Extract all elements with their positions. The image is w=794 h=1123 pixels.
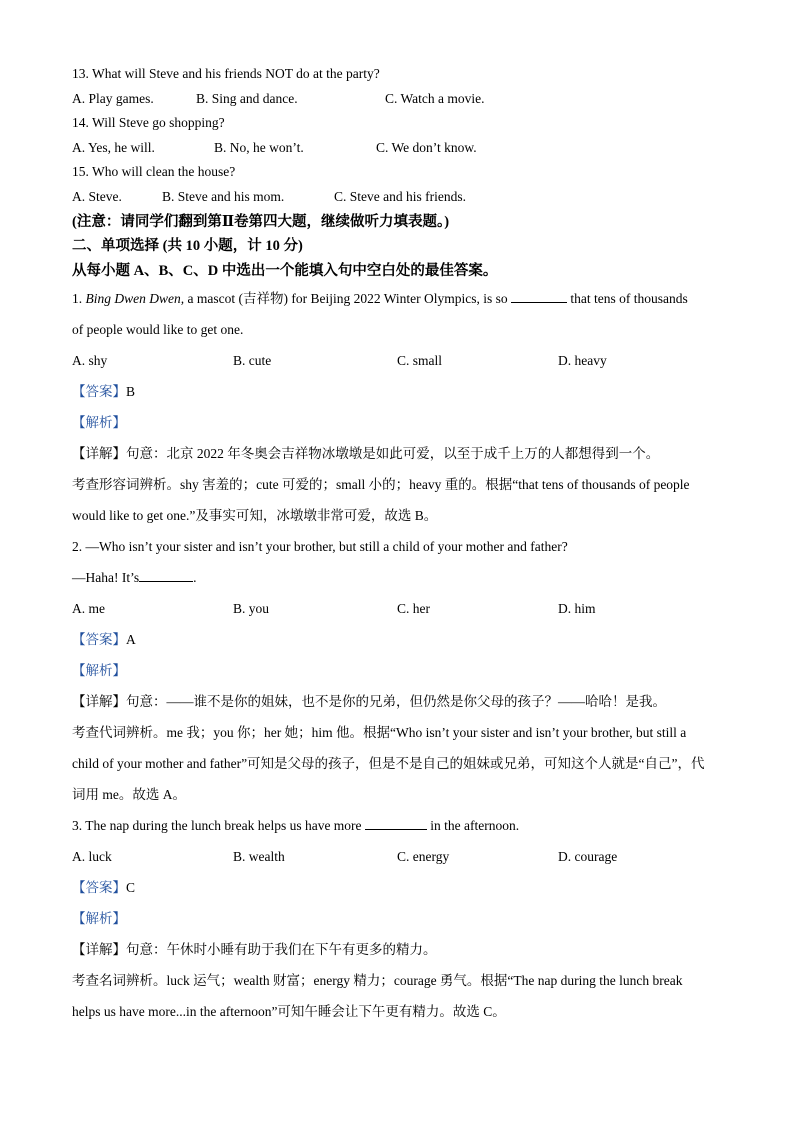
q1-blank — [511, 288, 567, 303]
q15-option-a: A. Steve. — [72, 188, 122, 204]
listening-notice: (注意：请同学们翻到第Ⅱ卷第四大题，继续做听力填表题。) — [72, 213, 450, 230]
q2-stem-line1: 2. —Who isn’t your sister and isn’t your brother, but still a child of your mother and father? — [72, 539, 568, 555]
q1-detail-line1: 【详解】句意：北京 2022 年冬奥会吉祥物冰墩墩是如此可爱，以至于成千上万的人都想得到一个。 — [72, 446, 660, 462]
q2-blank — [139, 567, 193, 582]
q1-option-b: B. cute — [233, 353, 272, 369]
q3-options — [72, 841, 722, 872]
q2-answer: 【答案】A — [72, 632, 136, 648]
q3-option-c: C. energy — [397, 849, 450, 865]
q1-answer: 【答案】B — [72, 384, 136, 400]
q1-stem-line1: 1. Bing Dwen Dwen, a mascot (吉祥物) for Beijing 2022 Winter Olympics, is so that tens of thousands — [72, 283, 722, 314]
q2-option-d: D. him — [558, 601, 596, 617]
q3-detail-line1: 【详解】句意：午休时小睡有助于我们在下午有更多的精力。 — [72, 942, 437, 958]
section-instruction: 从每小题 A、B、C、D 中选出一个能填入句中空白处的最佳答案。 — [72, 262, 498, 279]
q3-detail-line2: 考查名词辨析。luck 运气；wealth 财富；energy 精力；courage 勇气。根据“The nap during the lunch break — [72, 973, 683, 989]
q1-stem-line2: of people would like to get one. — [72, 322, 244, 338]
q2-detail-line1: 【详解】句意：——谁不是你的姐妹，也不是你的兄弟，但仍然是你父母的孩子？——哈哈！是我。 — [72, 694, 666, 710]
q14-options — [72, 136, 722, 161]
q2-detail-line2: 考查代词辨析。me 我；you 你；her 她；him 他。根据“Who isn’t your sister and isn’t your brother, but still a — [72, 725, 687, 741]
q1-option-a: A. shy — [72, 353, 108, 369]
q14-stem: 14. Will Steve go shopping? — [72, 115, 225, 131]
q15-option-c: C. Steve and his friends. — [334, 188, 466, 204]
q1-detail-line2: 考查形容词辨析。shy 害羞的；cute 可爱的；small 小的；heavy 重的。根据“that tens of thousands of people — [72, 477, 690, 493]
q2-stem-line2: —Haha! It’s . — [72, 562, 722, 593]
q15-options — [72, 185, 722, 210]
q13-options — [72, 87, 722, 112]
q15-stem: 15. Who will clean the house? — [72, 164, 236, 180]
q1-options — [72, 345, 722, 376]
q1-analysis-label: 【解析】 — [72, 415, 126, 431]
q2-detail-line3: child of your mother and father”可知是父母的孩子，但是不是自己的姐妹或兄弟，可知这个人就是“自己”，代 — [72, 756, 705, 772]
document-page — [72, 62, 722, 1027]
q2-detail-line4: 词用 me。故选 A。 — [72, 787, 186, 803]
q1-detail-line3: would like to get one.”及事实可知，冰墩墩非常可爱，故选 B。 — [72, 508, 438, 524]
q2-option-b: B. you — [233, 601, 270, 617]
q14-option-a: A. Yes, he will. — [72, 139, 155, 155]
q3-analysis-label: 【解析】 — [72, 911, 126, 927]
q13-option-a: A. Play games. — [72, 90, 154, 106]
q13-stem: 13. What will Steve and his friends NOT do at the party? — [72, 66, 380, 81]
q3-option-d: D. courage — [558, 849, 618, 865]
q3-option-a: A. luck — [72, 849, 112, 865]
q2-options — [72, 593, 722, 624]
section-title: 二、单项选择 (共 10 小题，计 10 分) — [72, 238, 303, 255]
q2-option-c: C. her — [397, 601, 430, 617]
q3-stem-line1: 3. The nap during the lunch break helps us have more in the afternoon. — [72, 810, 722, 841]
q1-option-c: C. small — [397, 353, 443, 369]
q3-detail-line3: helps us have more...in the afternoon”可知午睡会让下午更有精力。故选 C。 — [72, 1004, 506, 1020]
q13-option-b: B. Sing and dance. — [196, 90, 298, 106]
q14-option-c: C. We don’t know. — [376, 139, 477, 155]
q3-blank — [365, 815, 427, 830]
q2-option-a: A. me — [72, 601, 105, 617]
q3-answer: 【答案】C — [72, 880, 136, 896]
q1-option-d: D. heavy — [558, 353, 607, 369]
q3-option-b: B. wealth — [233, 849, 285, 865]
q1-italic-name: Bing Dwen Dwen, — [85, 291, 185, 307]
q14-option-b: B. No, he won’t. — [214, 139, 304, 155]
q2-analysis-label: 【解析】 — [72, 663, 126, 679]
q13-option-c: C. Watch a movie. — [385, 90, 485, 106]
q15-option-b: B. Steve and his mom. — [162, 188, 285, 204]
